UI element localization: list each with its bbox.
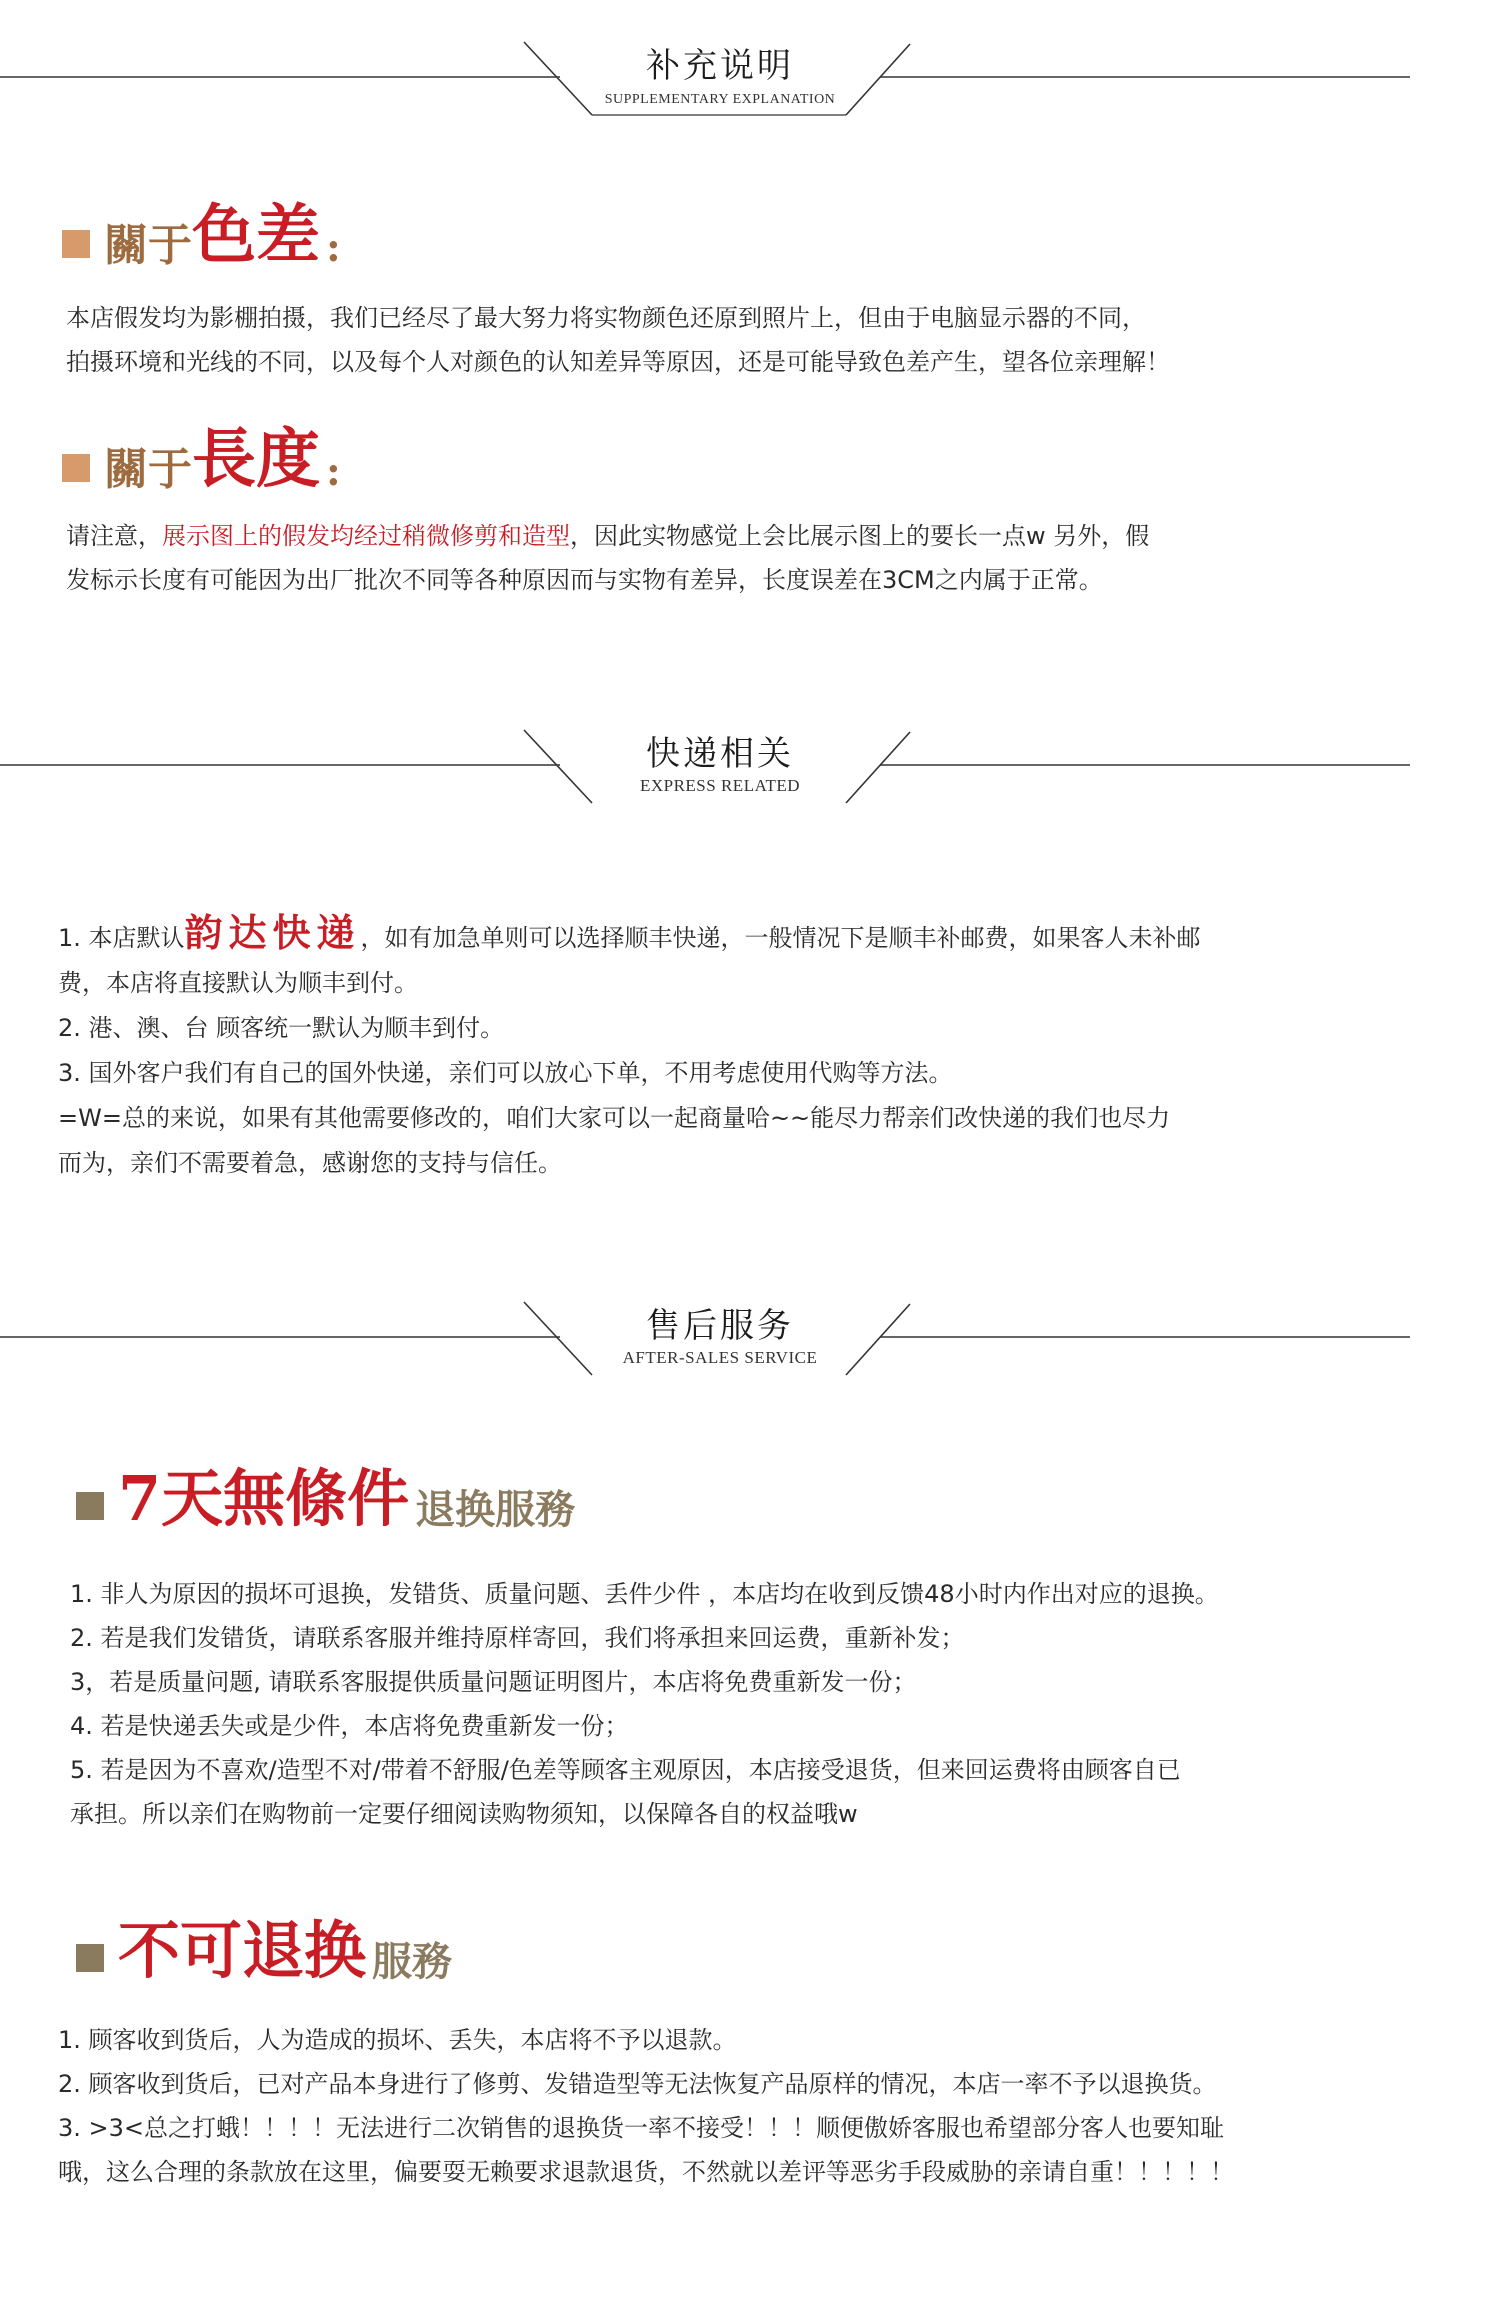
heading-main: 色差 <box>192 198 320 273</box>
text-segment: 1. 本店默认 <box>58 924 185 952</box>
section-title: 售后服务 <box>646 1306 794 1346</box>
heading-prefix: 關于 <box>104 220 192 271</box>
heading-colon: : <box>326 448 341 495</box>
non-returnable-list <box>58 2018 1234 2194</box>
list-item: 1. 顾客收到货后，人为造成的损坏、丢失，本店将不予以退款。 <box>58 2026 737 2054</box>
list-item: 3. >3<总之打蛾！！！！无法进行二次销售的退换货一率不接受！！！顺便傲娇客服也希望部分客人也要知耻 <box>58 2114 1225 2142</box>
text-line: 发标示长度有可能因为出厂批次不同等各种原因而与实物有差异，长度误差在3CM之内属于正常。 <box>66 566 1103 594</box>
heading-square-icon <box>62 230 90 258</box>
text-line: 2. 港、澳、台 顾客统一默认为顺丰到付。 <box>58 1014 505 1042</box>
express-info-text <box>58 910 1201 1186</box>
heading-square-icon <box>62 454 90 482</box>
heading-color-difference <box>62 198 341 273</box>
section-subtitle: AFTER-SALES SERVICE <box>622 1348 818 1367</box>
section-subtitle: EXPRESS RELATED <box>639 776 801 795</box>
heading-length <box>62 422 341 497</box>
heading-prefix: 關于 <box>104 444 192 495</box>
highlighted-text: 展示图上的假发均经过稍微修剪和造型 <box>162 522 570 550</box>
section-divider-supplementary <box>0 30 1500 130</box>
heading-main: 不可退换 <box>118 1914 367 1987</box>
courier-brand: 韵达快递 <box>184 910 361 955</box>
text-segment: ，因此实物感觉上会比展示图上的要长一点w 另外，假 <box>570 522 1150 550</box>
text-line: =W=总的来说，如果有其他需要修改的，咱们大家可以一起商量哈~~能尽力帮亲们改快递的我们也尽力 <box>58 1104 1171 1132</box>
list-item: 2. 顾客收到货后，已对产品本身进行了修剪、发错造型等无法恢复产品原样的情况，本店一率不予以退换货。 <box>58 2070 1217 2098</box>
text-line <box>58 910 1201 961</box>
section-subtitle: SUPPLEMENTARY EXPLANATION <box>604 92 836 107</box>
text-line: 费，本店将直接默认为顺丰到付。 <box>58 969 418 997</box>
list-item: 5. 若是因为不喜欢/造型不对/带着不舒服/色差等顾客主观原因，本店接受退货，但来回运费将由顾客自已 <box>70 1756 1181 1784</box>
list-item: 3，若是质量问题, 请联系客服提供质量问题证明图片，本店将免费重新发一份； <box>70 1668 917 1696</box>
section-title: 快递相关 <box>646 734 794 774</box>
color-difference-text <box>66 296 1170 384</box>
section-divider-express <box>0 718 1500 818</box>
heading-square-icon <box>76 1492 104 1520</box>
list-item: 承担。所以亲们在购物前一定要仔细阅读购物须知，以保障各自的权益哦w <box>70 1800 858 1828</box>
text-line: 而为，亲们不需要着急，感谢您的支持与信任。 <box>58 1149 562 1177</box>
text-segment: 请注意， <box>66 522 162 550</box>
text-line: 拍摄环境和光线的不同，以及每个人对颜色的认知差异等原因，还是可能导致色差产生，望各位亲理解！ <box>66 348 1170 376</box>
list-item: 4. 若是快递丢失或是少件，本店将免费重新发一份； <box>70 1712 629 1740</box>
heading-seven-day-return <box>76 1462 576 1535</box>
text-line: 本店假发均为影棚拍摄，我们已经尽了最大努力将实物颜色还原到照片上，但由于电脑显示器的不同， <box>66 304 1146 332</box>
text-line <box>66 514 1149 558</box>
heading-colon: : <box>326 224 341 271</box>
length-text <box>66 514 1149 602</box>
text-line: 3. 国外客户我们有自己的国外快递，亲们可以放心下单，不用考虑使用代购等方法。 <box>58 1059 953 1087</box>
heading-non-returnable <box>76 1914 453 1987</box>
section-divider-after-sales <box>0 1290 1500 1390</box>
heading-suffix: 服務 <box>372 1938 453 1985</box>
seven-day-return-list <box>70 1572 1219 1836</box>
list-item: 1. 非人为原因的损坏可退换，发错货、质量问题、丢件少件 ，本店均在收到反馈48小时内作出对应的退换。 <box>70 1580 1219 1608</box>
list-item: 哦，这么合理的条款放在这里，偏要耍无赖要求退款退货，不然就以差评等恶劣手段威胁的亲请自重！！！！！ <box>58 2158 1234 2186</box>
text-segment: ，如有加急单则可以选择顺丰快递，一般情况下是顺丰补邮费，如果客人未补邮 <box>360 924 1201 952</box>
heading-suffix: 退换服務 <box>415 1486 576 1533</box>
section-title: 补充说明 <box>646 46 794 86</box>
list-item: 2. 若是我们发错货，请联系客服并维持原样寄回，我们将承担来回运费，重新补发； <box>70 1624 965 1652</box>
heading-main: 長度 <box>192 422 320 497</box>
heading-square-icon <box>76 1944 104 1972</box>
heading-main: 7天無條件 <box>118 1462 410 1535</box>
